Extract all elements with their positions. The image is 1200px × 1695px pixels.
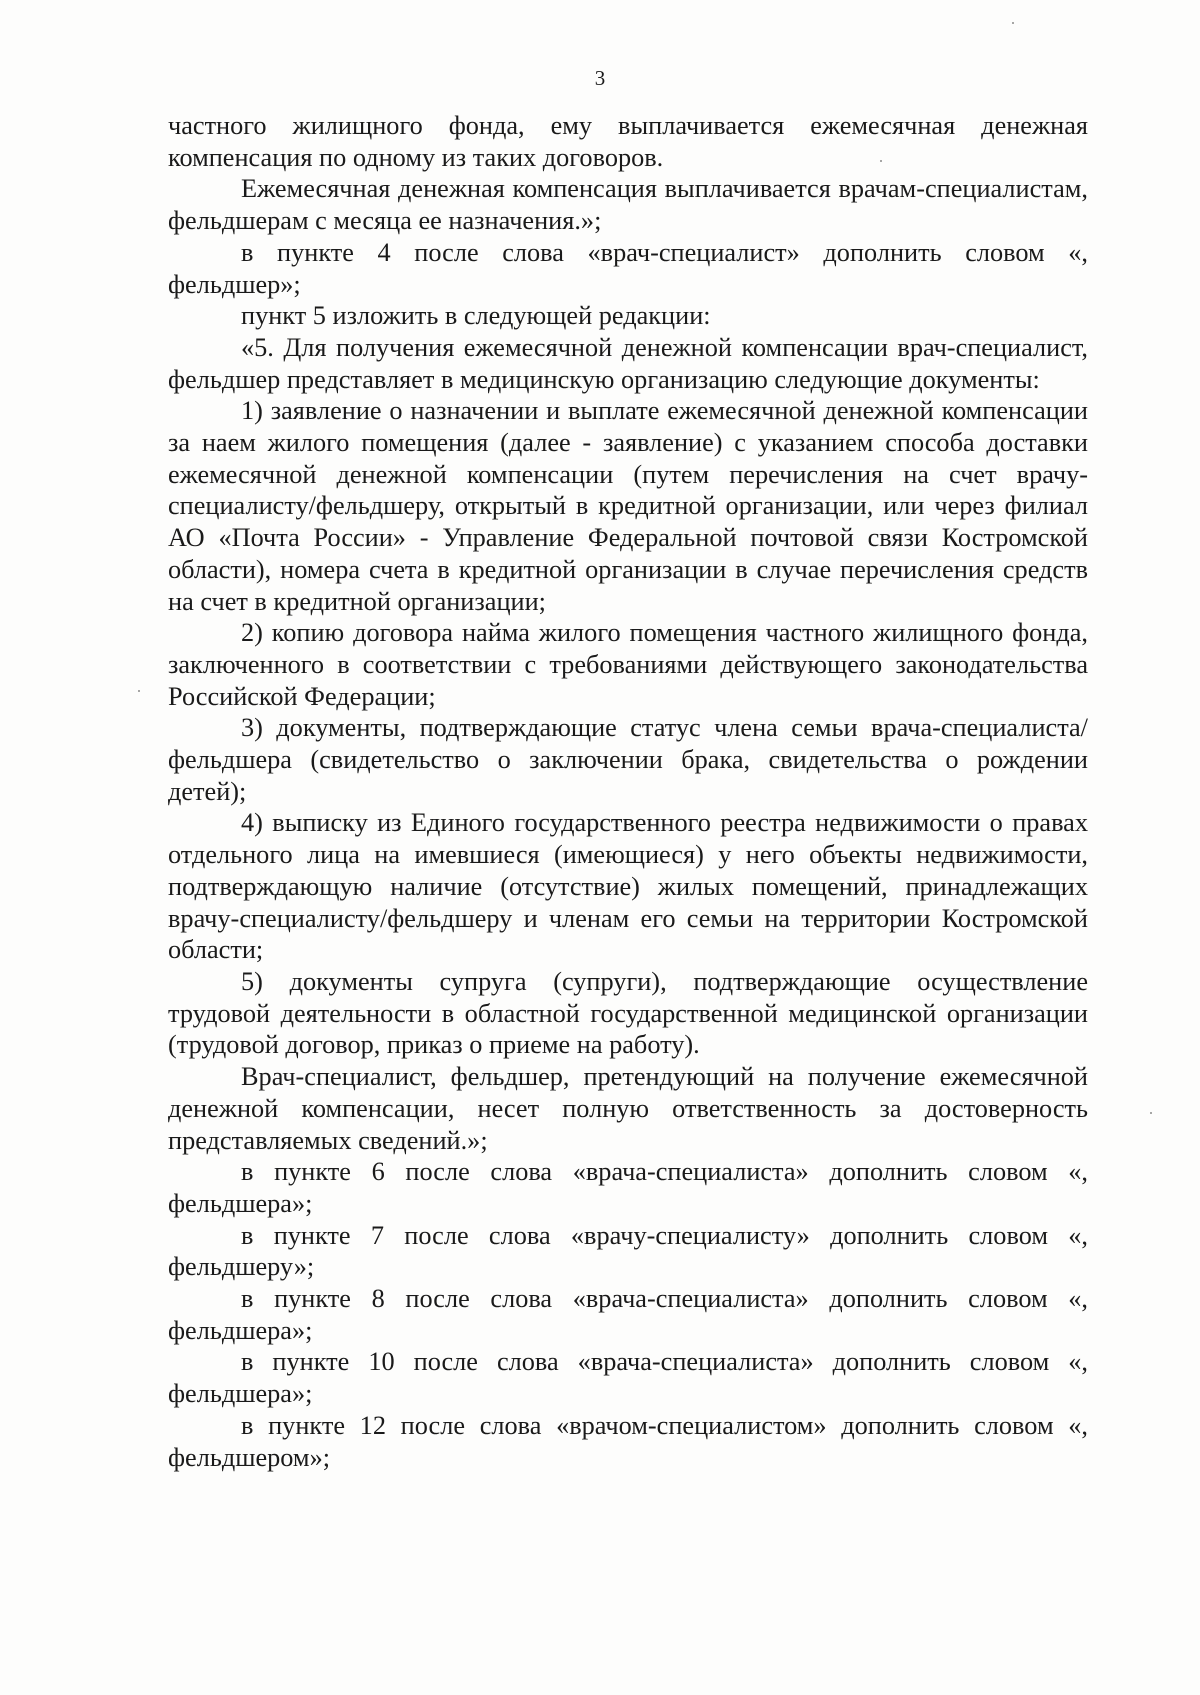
page-number: 3 (594, 66, 606, 90)
paragraph: «5. Для получения ежемесячной денежной компенсации врач-специалист, фельдшер представляет в медицинскую организацию следующие документы: (168, 332, 1088, 394)
scan-speck (1150, 1112, 1152, 1114)
scan-speck (138, 690, 140, 692)
list-item-2: 2) копию договора найма жилого помещения частного жилищного фонда, заключенного в соответствии с требованиями действующего законодательства Российской Федерации; (168, 618, 1088, 711)
paragraph: в пункте 4 после слова «врач-специалист» дополнить словом «, фельдшер»; (168, 237, 1088, 299)
document-body (168, 110, 1088, 1473)
amendment-item: в пункте 7 после слова «врачу-специалисту» дополнить словом «, фельдшеру»; (168, 1220, 1088, 1282)
list-item-5: 5) документы супруга (супруги), подтверждающие осуществление трудовой деятельности в областной государственной медицинской организации (трудовой договор, приказ о приеме на работу). (168, 966, 1088, 1060)
paragraph: Ежемесячная денежная компенсация выплачивается врачам-специалистам, фельдшерам с месяца ее назначения.»; (168, 174, 1088, 236)
amendment-item: в пункте 8 после слова «врача-специалиста» дополнить словом «, фельдшера»; (168, 1284, 1088, 1345)
paragraph: пункт 5 изложить в следующей редакции: (241, 301, 711, 331)
amendment-item: в пункте 10 после слова «врача-специалиста» дополнить словом «, фельдшера»; (168, 1347, 1088, 1409)
amendment-item: в пункте 12 после слова «врачом-специалистом» дополнить словом «, фельдшером»; (168, 1410, 1088, 1472)
list-item-4: 4) выписку из Единого государственного реестра недвижимости о правах отдельного лица на имевшиеся (имеющиеся) у него объекты недвижимости, подтверждающую наличие (отсутствие) жилых помещений, принадлежащих врачу-специалисту/фельдшеру и членам его семьи на территории Костромской области; (168, 808, 1088, 965)
scan-speck (1012, 22, 1014, 24)
list-item-3: 3) документы, подтверждающие статус члена семьи врача-специалиста/фельдшера (свидетельство о заключении брака, свидетельства о рождении детей); (168, 713, 1088, 806)
paragraph: Врач-специалист, фельдшер, претендующий на получение ежемесячной денежной компенсации, несет полную ответственность за достоверность представляемых сведений.»; (168, 1062, 1088, 1155)
amendment-item: в пункте 6 после слова «врача-специалиста» дополнить словом «, фельдшера»; (168, 1157, 1088, 1218)
paragraph-continuation: частного жилищного фонда, ему выплачивается ежемесячная денежная компенсация по одному из таких договоров. (168, 111, 1088, 172)
scan-speck (880, 160, 882, 162)
list-item-1: 1) заявление о назначении и выплате ежемесячной денежной компенсации за наем жилого помещения (далее - заявление) с указанием способа доставки ежемесячной денежной компенсации (путем перечисления на счет врачу-специалисту/фельдшеру, открытый в кредитной организации, или через филиал АО «Почта России» - Управление Федеральной почтовой связи Костромской области), номера счета в кредитной организации в случае перечисления средств на счет в кредитной организации; (168, 396, 1088, 616)
